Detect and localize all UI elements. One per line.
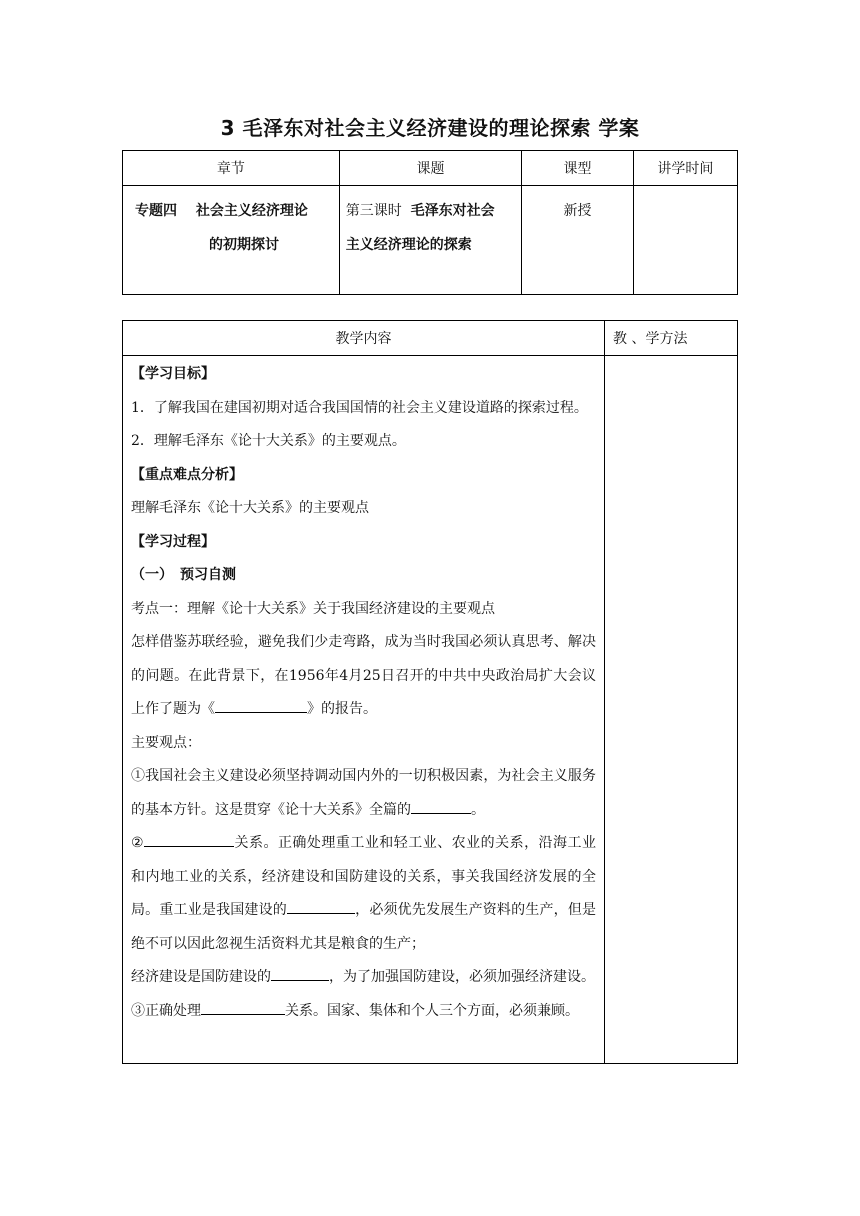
key-points-text: 理解毛泽东《论十大关系》的主要观点 [131, 500, 369, 516]
item-2-c: ，必须优先发展生产资料的生产，但是绝不可以因此忽视生活资料尤其是粮食的生产； [131, 902, 597, 952]
blank-item-2b[interactable] [287, 912, 355, 914]
info-table [122, 150, 738, 295]
item-2-a: ② [131, 835, 145, 851]
preview-heading: （一） 预习自测 [131, 567, 236, 583]
topic-prefix: 第三课时 [345, 203, 402, 219]
header-teaching-content: 教学内容 [123, 321, 605, 356]
chapter-line2: 的初期探讨 [209, 237, 279, 253]
item-1-a: ①我国社会主义建设必须坚持调动国内外的一切积极因素，为社会主义服务的基本方针。这是贯穿《论十大关系》全篇的 [131, 768, 596, 818]
topic-bold2: 主义经济理论的探索 [345, 237, 472, 253]
blank-item-4[interactable] [201, 1013, 285, 1015]
item-2 [131, 827, 596, 961]
header-lesson-type: 课型 [522, 151, 633, 186]
item-3-a: 经济建设是国防建设的 [131, 969, 271, 985]
header-topic: 课题 [339, 151, 522, 186]
header-teaching-method: 教 、学方法 [605, 321, 738, 356]
header-time: 讲学时间 [633, 151, 737, 186]
item-3-b: ，为了加强国防建设，必须加强经济建设。 [329, 969, 595, 985]
blank-speech-title[interactable] [215, 711, 307, 713]
item-1-b: 。 [471, 801, 485, 818]
topic-cell [339, 186, 522, 295]
item-4-b: 关系。国家、集体和个人三个方面，必须兼顾。 [285, 1002, 579, 1019]
blank-item-1[interactable] [411, 812, 471, 814]
point-1: 考点一：理解《论十大关系》关于我国经济建设的主要观点 [131, 600, 495, 617]
main-points-label: 主要观点： [131, 734, 201, 751]
key-points-heading: 【重点难点分析】 [131, 466, 243, 483]
item-4-a: ③正确处理 [131, 1002, 201, 1019]
item-4 [131, 995, 596, 1029]
topic-bold1: 毛泽东对社会 [410, 203, 495, 219]
content-table [122, 320, 738, 1064]
blank-item-3[interactable] [271, 979, 329, 981]
item-1 [131, 760, 596, 827]
header-chapter: 章节 [123, 151, 340, 186]
goal-1: 1．了解我国在建国初期对适合我国国情的社会主义建设道路的探索过程。 [131, 399, 588, 416]
lesson-type-cell: 新授 [522, 186, 633, 295]
item-2-b: 关系。正确处理重工业和轻工业、农业的关系，沿海工业和内地工业的关系，经济建设和国防建设的关系，事关我国经济发展的全局。重工业是我国建设的 [131, 835, 596, 918]
blank-item-2a[interactable] [144, 845, 234, 847]
goal-2: 2．理解毛泽东《论十大关系》的主要观点。 [131, 433, 406, 449]
chapter-cell [123, 186, 340, 295]
teaching-method-cell [605, 356, 738, 1064]
document-title: 3 毛泽东对社会主义经济建设的理论探索 学案 [220, 116, 640, 140]
teaching-content-cell [123, 356, 605, 1064]
goals-heading: 【学习目标】 [131, 366, 215, 382]
item-3 [131, 961, 596, 995]
process-heading: 【学习过程】 [131, 533, 215, 550]
time-cell [633, 186, 737, 295]
paragraph-1 [131, 626, 596, 727]
paragraph-1-a: 怎样借鉴苏联经验，避免我们少走弯路，成为当时我国必须认真思考、解决的问题。在此背景下，在1956年4月25日召开的中共中央政治局扩大会议上作了题为《 [131, 634, 596, 717]
chapter-line1: 专题四 社会主义经济理论 [135, 203, 308, 219]
paragraph-1-b: 》的报告。 [307, 701, 377, 717]
